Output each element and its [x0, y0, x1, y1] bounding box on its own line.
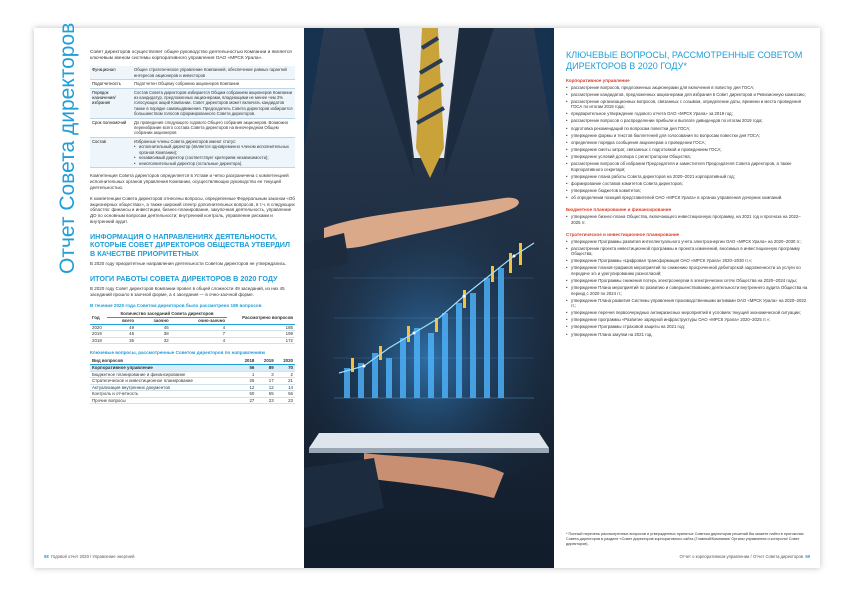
table-cell: 1 — [237, 371, 256, 378]
table-cell: 89 — [256, 364, 275, 371]
table-cell: 21 — [276, 378, 295, 385]
table-cell: 38 — [136, 331, 171, 338]
function-row — [90, 66, 295, 79]
function-row — [90, 137, 295, 167]
table-cell: 12 — [256, 384, 275, 391]
table-cell: Прочие вопросы — [90, 397, 237, 404]
table-cell: 7 — [171, 331, 227, 338]
table-cell: 172 — [227, 337, 295, 344]
function-key: Порядок назначения/избрания — [90, 88, 132, 118]
col-questions: Рассмотрено вопросов — [227, 311, 295, 324]
list-item: • рассмотрение организационных вопросов, связанных с созывом, определение даты, времени и места проведения ГОСА по итогам 2019 года; — [566, 99, 810, 110]
list-item: • утверждение планов-графиков мероприятий по снижению просроченной дебиторской задолженности за услуги по передаче э/э и урегулированию разногласий; — [566, 265, 810, 276]
table-cell: 3 — [256, 371, 275, 378]
table-cell: 70 — [276, 364, 295, 371]
list-item: • утверждение Программы «Цифровая трансформация ОАО «МРСК Урала» 2020–2030 гг.»; — [566, 258, 810, 264]
col-absentee: заочно — [136, 317, 171, 324]
table-cell: 4 — [171, 337, 227, 344]
table-cell: 2019 — [90, 331, 107, 338]
table-cell: 32 — [136, 337, 171, 344]
list-item: • утверждение Плана мероприятий по развитию и совершенствованию деятельности внутреннего аудита Общества на период с 2020 по 2024 гг.; — [566, 285, 810, 296]
table-row — [90, 391, 295, 398]
report-spread — [34, 22, 820, 568]
right-footer — [680, 554, 811, 559]
meetings-table-caption: В течение 2020 года Советом директоров было рассмотрено 185 вопросов — [90, 303, 262, 309]
table-cell: 26 — [237, 378, 256, 385]
table-row — [90, 364, 295, 371]
col-2018: 2018 — [237, 358, 256, 364]
section-strategic-planning: Стратегическое и инвестиционное планирование — [566, 232, 680, 237]
table-cell: Контроль и отчетность — [90, 391, 237, 398]
list-item: • утверждение условий договора с регистратором Общества; — [566, 154, 810, 160]
right-page — [554, 28, 820, 568]
footnote: * Полный перечень рассмотренных вопросов и утвержденных принятых Советом директоров решений Вы можете найти в протоколах Совета директоров в разделе «Совет директоров корпоративного сайта (Главный/Компания/ Органы управления и контроля/ Совет директоров). — [566, 532, 804, 546]
section-budget-planning: Бюджетное планирование и финансирование — [566, 207, 672, 213]
table-row — [90, 384, 295, 391]
function-row — [90, 80, 295, 88]
function-key: Состав — [90, 137, 132, 167]
function-key: Срок полномочий — [90, 118, 132, 137]
table-cell: 185 — [227, 324, 295, 331]
function-row — [90, 118, 295, 137]
status-bullet: • исполнительный директор (является одновременно членом исполнительных органов Компании); — [134, 144, 293, 155]
col-mixed: очно-заочно — [171, 317, 227, 324]
status-bullet: • независимый директор (соответствует критериям независимости); — [134, 155, 293, 160]
table-cell: 2020 — [90, 324, 107, 331]
strategic-planning-list — [566, 239, 810, 337]
list-item: • утверждение сметы затрат, связанных с подготовкой и проведением ГОСА; — [566, 147, 810, 153]
directions-text: В 2020 году приоритетные направления деятельности Советом директоров не утверждались. — [90, 260, 287, 266]
table-cell: Стратегическое и инвестиционное планирование — [90, 378, 237, 385]
photo-illustration — [304, 28, 554, 568]
competence-text: Компетенция Совета директоров определяется в Уставе и четко разграничена с компетенцией исполнительных органов управления Компании, осуществляющих руководство ее текущей деятельностью. — [90, 172, 289, 190]
list-item: • рассмотрение вопросов об избрании Председателя и заместителя Председателя Совета директоров, а также Корпоративного секретаря; — [566, 161, 810, 172]
topics-table-caption: Ключевые вопросы, рассмотренные Советом директоров по направлениям — [90, 350, 265, 356]
list-item: • утверждение перечня первоочередных антикризисных мероприятий в условиях текущей экономической ситуации; — [566, 310, 810, 316]
list-item: • утверждение Плана развития Системы управления производственными активами ОАО «МРСК Урала» на 2020–2022 гг.; — [566, 298, 810, 309]
col-year: Год — [90, 311, 107, 324]
table-cell: Бюджетное планирование и финансирование — [90, 371, 237, 378]
list-item: • утверждение Программы развития интеллектуального учета электроэнергии ОАО «МРСК Урала» на 2020–2030 гг.; — [566, 239, 810, 245]
table-row — [90, 371, 295, 378]
list-item: • об определении позиций представителей ОАО «МРСК Урала» в органах управления дочерних компаний. — [566, 195, 810, 201]
col-2020: 2020 — [276, 358, 295, 364]
table-row — [90, 397, 295, 404]
table-cell: 45 — [107, 331, 136, 338]
table-cell: 45 — [136, 324, 171, 331]
corporate-governance-list — [566, 85, 810, 201]
table-cell: 49 — [107, 324, 136, 331]
list-item: • определение порядка сообщения акционерам о проведении ГОСА; — [566, 140, 810, 146]
table-cell: 23 — [256, 397, 275, 404]
table-cell: Актуализация внутренних документов — [90, 384, 237, 391]
function-value: Общее стратегическое управление Компанией, обеспечение равных гарантий интересов акционеров и инвесторов — [132, 66, 295, 79]
col-topic: Вид вопросов — [90, 358, 237, 364]
list-item: • утверждение формы и текстов бюллетеней для голосования по вопросам повестки дня ГОСА; — [566, 133, 810, 139]
board-functions-table — [90, 66, 295, 168]
list-item: • рассмотрение проекта инвестиционной программы и проекта изменений, вносимых в инвестиционную программу Общества; — [566, 246, 810, 257]
list-item: • подготовка рекомендаций по вопросам повестки дня ГОСА; — [566, 126, 810, 132]
col-total: всего — [107, 317, 136, 324]
table-cell: 199 — [227, 331, 295, 338]
table-cell: 27 — [237, 397, 256, 404]
table-cell: 56 — [276, 391, 295, 398]
list-item: • утверждение Программы снижения потерь электроэнергии в электрических сетях Общества на 2020–2024 годы; — [566, 278, 810, 284]
section-corporate-governance: Корпоративное управление — [566, 78, 630, 83]
results-heading: ИТОГИ РАБОТЫ СОВЕТА ДИРЕКТОРОВ В 2020 ГОДУ — [90, 273, 278, 283]
table-row — [90, 331, 295, 338]
table-cell: 2 — [276, 371, 295, 378]
vertical-title: Отчет Совета директоров — [56, 22, 79, 274]
function-row — [90, 88, 295, 118]
table-cell: 17 — [256, 378, 275, 385]
table-cell: 36 — [107, 337, 136, 344]
col-2019: 2019 — [256, 358, 275, 364]
table-row — [90, 337, 295, 344]
page-number-left: 68 — [44, 554, 49, 559]
competence-scope-text: К компетенции Совета директоров отнесены вопросы, определенные Федеральным законом «Об акционерных обществах», а также широкий спектр дополнительных вопросов, в т.ч. в следующих областях: финансы и инвестиции, бизнес-планирование, закупочная деятельность, управление ДО по основным вопросам деятельности; внутренний контроль, управление рисками и внутренний аудит. — [90, 195, 296, 225]
left-footer — [44, 554, 135, 559]
list-item: • рассмотрение вопросов о распределении прибыли и выплате дивидендов по итогам 2019 года; — [566, 118, 810, 124]
table-cell: 2018 — [90, 337, 107, 344]
table-row — [90, 324, 295, 331]
table-cell: 23 — [276, 397, 295, 404]
list-item: • формирование составов комитетов Совета директоров; — [566, 181, 810, 187]
directions-heading: ИНФОРМАЦИЯ О НАПРАВЛЕНИЯХ ДЕЯТЕЛЬНОСТИ, КОТОРЫЕ СОВЕТ ДИРЕКТОРОВ ОБЩЕСТВА УТВЕРДИЛ В КАЧЕСТВЕ ПРИОРИТЕТНЫХ — [90, 232, 290, 258]
list-item: • рассмотрение вопросов, предложенных акционерами для включения в повестку дня ГОСА; — [566, 85, 810, 91]
table-cell: 4 — [171, 324, 227, 331]
page-number-right: 69 — [805, 554, 810, 559]
results-text: В 2020 году Совет директоров Компании провел в общей сложности 49 заседаний, из них 45 заседаний прошло в заочной форме, а 4 заседания — в очно-заочной форме. — [90, 285, 285, 297]
function-value: Подотчетен Общему собранию акционеров Компании — [132, 80, 295, 88]
list-item: • утверждение Плана закупки на 2021 год. — [566, 332, 810, 338]
function-value: Состав Совета директоров избирается Общим собранием акционеров Компании из кандидатур, предложенных акционерами, владеющими не менее чем 2% голосующих акций Компании. Совет директоров может включать кандидатов также в порядке самовыдвижения. Председатель Совета директоров избирается большинством голосов сформированного Совета директоров. — [132, 88, 295, 118]
table-cell: 12 — [237, 384, 256, 391]
right-page-title: КЛЮЧЕВЫЕ ВОПРОСЫ, РАССМОТРЕННЫЕ СОВЕТОМ ДИРЕКТОРОВ В 2020 ГОДУ* — [566, 50, 803, 71]
meetings-table — [90, 311, 295, 344]
topics-table — [90, 358, 295, 404]
intro-text: Совет директоров осуществляет общее руководство деятельностью Компании и является ключевым звеном системы корпоративного управления ОАО «МРСК Урала». — [90, 50, 292, 62]
left-page — [34, 22, 304, 568]
list-item: • рассмотрение кандидатов, предложенных акционерами для избрания в Совет директоров и Ревизионную комиссию; — [566, 92, 810, 98]
function-key: Функционал — [90, 66, 132, 79]
right-content — [566, 50, 810, 337]
businessman-tablet-photo — [304, 28, 554, 568]
function-value: До проведения следующего годового Общего собрания акционеров. Возможно переизбрание всего состава Совета директоров на внеочередном Общем собрании акционеров — [132, 118, 295, 137]
table-cell: 50 — [237, 391, 256, 398]
list-item: • утверждение плана работы Совета директоров на 2020–2021 корпоративный год; — [566, 174, 810, 180]
left-footer-text: Годовой отчет 2020 / Управление энергией — [51, 554, 135, 559]
col-meetings: Количество заседаний Совета директоров — [107, 311, 227, 317]
table-cell: Корпоративное управление — [90, 364, 237, 371]
table-cell: 56 — [237, 364, 256, 371]
status-bullet: • неисполнительный директор (остальные директора). — [134, 161, 293, 166]
left-content — [90, 50, 295, 404]
list-item: • утверждение Программы страховой защиты на 2021 год; — [566, 324, 810, 330]
budget-planning-list — [566, 214, 810, 225]
table-cell: 14 — [276, 384, 295, 391]
right-footer-text: Отчет о корпоративном управлении / Отчет Совета директоров — [679, 554, 803, 559]
function-value: Избранные члены Совета директоров имеют статус: • исполнительный директор (является одновременно членом исполнительных органов Компании); • независимый директор (соответствует критериям независимости); • неисполнительный директор (остальные директора). — [132, 137, 295, 167]
table-row — [90, 378, 295, 385]
table-cell: 55 — [256, 391, 275, 398]
function-key: Подотчетность — [90, 80, 132, 88]
list-item: • утверждение программы «Развитие зарядной инфраструктуры ОАО «МРСК Урала» 2020–2025 гг.»; — [566, 317, 810, 323]
list-item: • утверждение бюджетов комитетов; — [566, 188, 810, 194]
list-item: • предварительное утверждение годового отчета ОАО «МРСК Урала» за 2019 год; — [566, 111, 810, 117]
list-item: • утверждение бизнес-плана Общества, включающего инвестиционную программу, на 2021 год и прогноза на 2022–2025 гг. — [566, 214, 810, 225]
